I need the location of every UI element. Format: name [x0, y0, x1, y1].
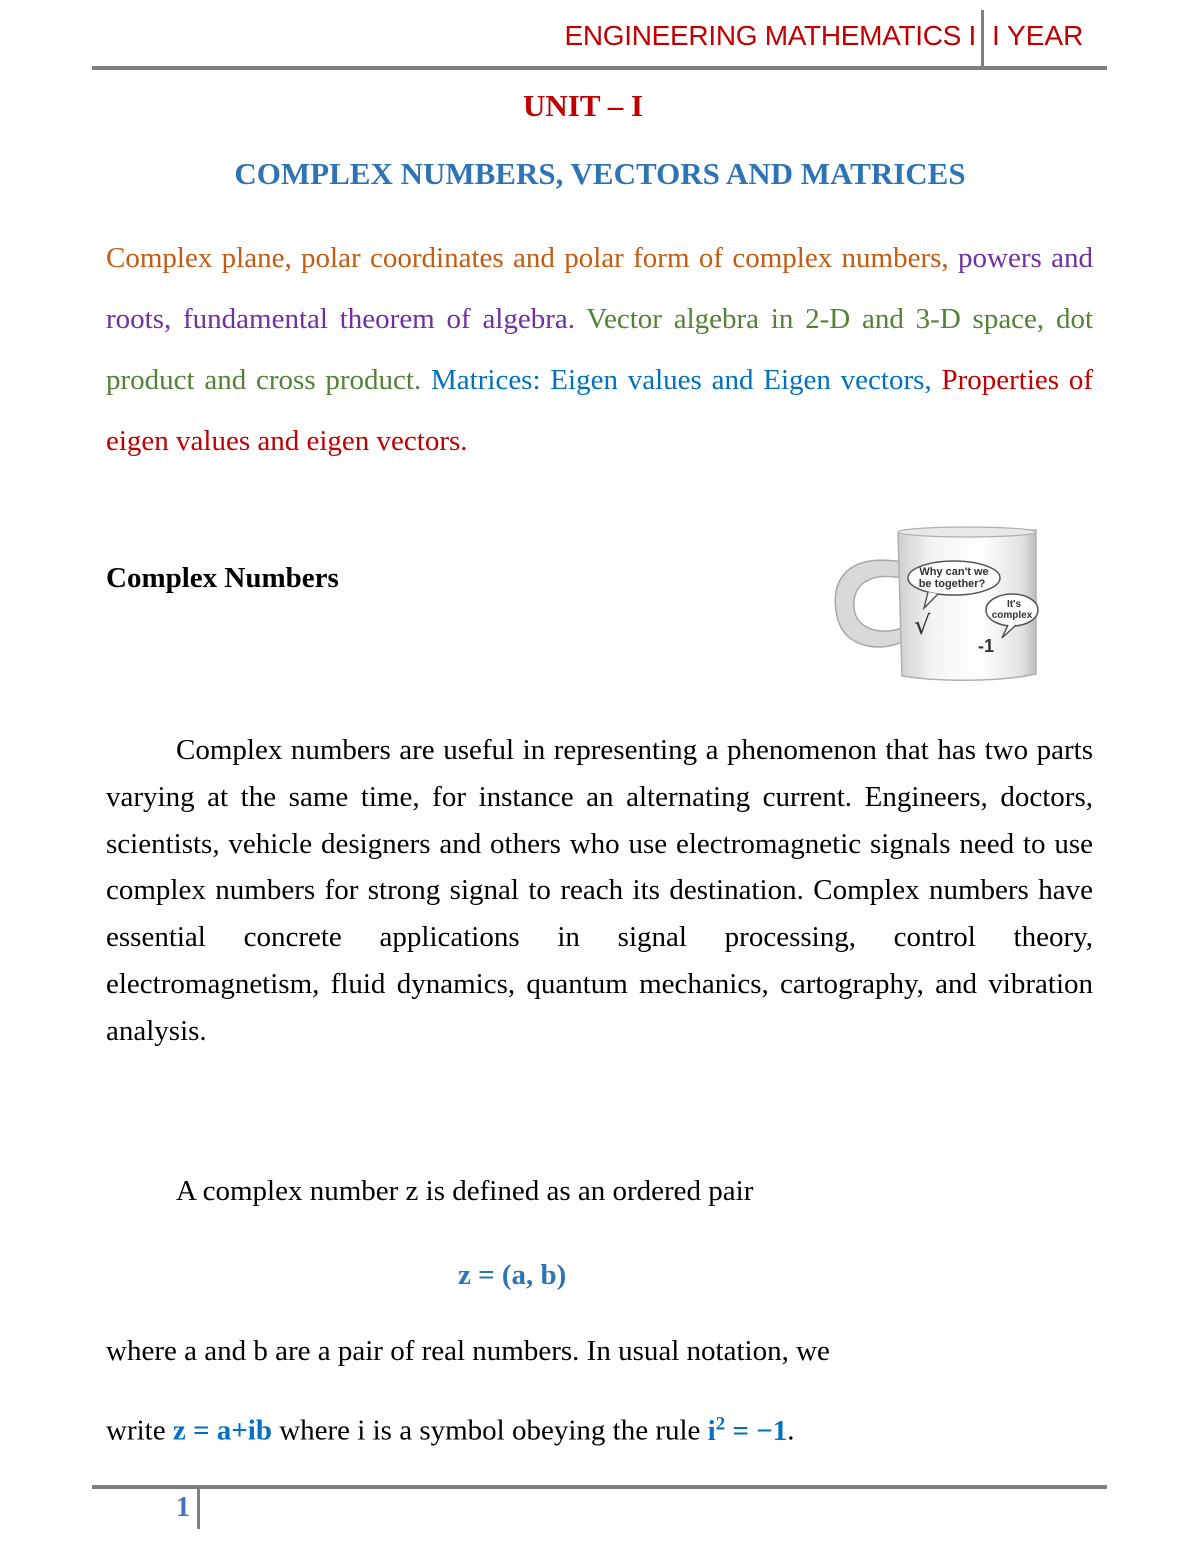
syllabus-matrices: Matrices: Eigen values and Eigen vectors,	[421, 364, 932, 396]
write-end: .	[787, 1414, 795, 1447]
rule-rest: = −1	[725, 1414, 788, 1447]
speech-bubble-bottom-line2: complex	[991, 610, 1033, 621]
header-rule	[92, 66, 1107, 70]
rule-exponent: 2	[715, 1413, 726, 1434]
unit-title: UNIT – I	[522, 88, 644, 123]
i-squared-rule	[708, 1415, 788, 1447]
mug-illustration	[830, 524, 1042, 684]
footer-rule	[92, 1485, 1107, 1489]
page-number: 1	[176, 1492, 190, 1523]
running-header-year: I YEAR	[992, 20, 1084, 51]
syllabus-powers-roots: powers and roots, fundamental theorem of algebra.	[106, 242, 1093, 335]
syllabus-complex-plane: Complex plane, polar coordinates and polar form of complex numbers,	[106, 242, 949, 274]
running-header-title: ENGINEERING MATHEMATICS I	[564, 20, 976, 51]
speech-bubble-bottom-line1: It's	[1006, 599, 1022, 610]
unit-subtitle: COMPLEX NUMBERS, VECTORS AND MATRICES	[234, 156, 966, 191]
definition-line: A complex number z is defined as an ordered pair	[176, 1175, 754, 1207]
square-root-symbol: √	[914, 611, 931, 641]
rectangular-form-formula: z = a+ib	[172, 1414, 272, 1447]
syllabus-paragraph	[106, 228, 1093, 472]
header-separator	[981, 10, 984, 68]
mug-handle	[835, 560, 902, 647]
speech-bubble-top-line1: Why can't we	[919, 566, 989, 578]
where-line: where a and b are a pair of real numbers. In usual notation, we	[106, 1335, 830, 1367]
ordered-pair-formula: z = (a, b)	[458, 1259, 567, 1291]
write-middle: where i is a symbol obeying the rule	[271, 1414, 708, 1447]
syllabus-vector-algebra: Vector algebra in 2-D and 3-D space, dot product and cross product.	[106, 303, 1094, 396]
section-heading: Complex Numbers	[106, 562, 339, 594]
mug-rim	[898, 527, 1036, 537]
write-line	[106, 1413, 795, 1448]
intro-paragraph: Complex numbers are useful in representing a phenomenon that has two parts varying at the same time, for instance an alternating current. Engineers, doctors, scientists, vehicle designers and others who use electromagnetic signals need to use complex numbers for strong signal to reach its destination. Complex numbers have essential concrete applications in signal processing, control theory, electromagnetism, fluid dynamics, quantum mechanics, cartography, and vibration analysis.	[106, 734, 1093, 1047]
footer-separator	[197, 1487, 200, 1529]
syllabus-eigen-properties: Properties of eigen values and eigen vectors.	[106, 364, 1093, 457]
minus-one-label: -1	[978, 636, 995, 656]
write-prefix: write	[106, 1414, 173, 1447]
rule-base: i	[707, 1414, 716, 1447]
speech-bubble-top-line2: be together?	[918, 578, 986, 590]
